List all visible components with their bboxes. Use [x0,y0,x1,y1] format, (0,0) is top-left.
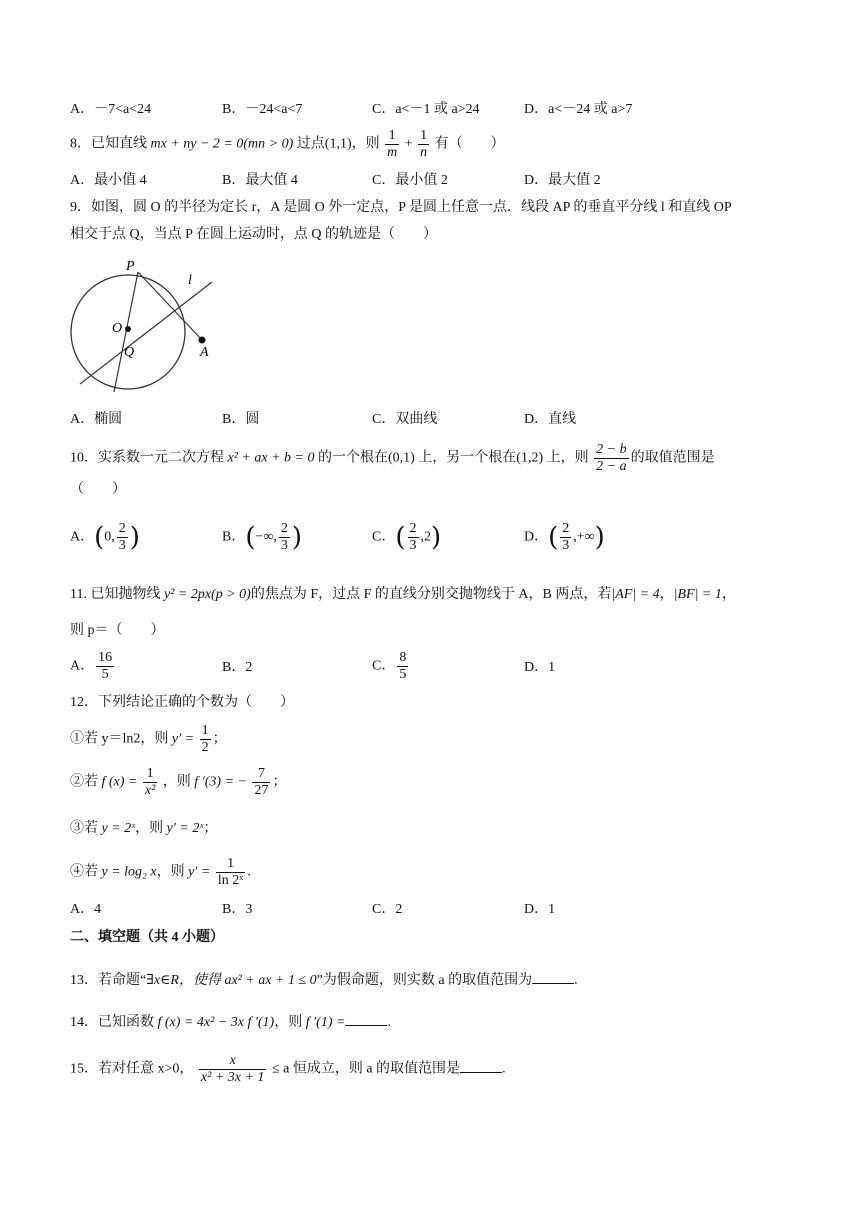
q7-option-d: D．a<－24 或 a>7 [524,102,633,117]
bisector-l [80,282,212,384]
segment-ap [138,272,202,340]
point-a [199,337,206,344]
q12-option-d: D．1 [524,902,556,917]
answer-blank [345,1011,387,1026]
question-12: 12．下列结论正确的个数为（ ） [70,695,294,710]
question-13: 13．若命题“∃x∈R，使得 ax² + ax + 1 ≤ 0”为假命题，则实数 a 的取值范围为 . [70,969,578,990]
q7-option-c: C．a<－1 或 a>24 [372,102,480,117]
answer-blank [460,1058,502,1073]
question-9-line1: 9．如图，圆 O 的半径为定长 r，A 是圆 O 外一定点，P 是圆上任意一点．线段 AP 的垂直平分线 l 和直线 OP [70,200,732,215]
question-11-line2: 则 p＝（ ） [70,623,165,638]
q8-option-d: D．最大值 2 [524,173,601,188]
q12-statement-1: ①若 y＝ln2，则 y′ = $\frac{1}{2}$ ； [70,723,227,755]
label-p: P [126,259,135,274]
circle-figure [64,254,224,404]
question-14: 14．已知函数 f (x) = 4x² − 3x f ′(1)，则 f ′(1) = . [70,1011,391,1032]
q9-option-a: A．椭圆 [70,412,123,427]
label-q: Q [124,345,135,360]
answer-blank [532,969,574,984]
q10-option-d: D．( $\frac{2}{3}$ ,+∞) [524,521,605,553]
question-15: 15．若对任意 x>0， $\frac{x}{\text{x² + 3x + 1}}$ ≤ a 恒成立，则 a 的取值范围是 . [70,1053,506,1085]
label-o: O [112,321,123,336]
section-2-heading: 二、填空题（共 4 小题） [70,930,224,945]
q8-option-a: A．最小值 4 [70,173,147,188]
q11-option-b: B．2 [222,660,253,675]
q11-option-a: A． $\frac{16}{5}$ [70,650,113,682]
q10-option-a: A．(0, $\frac{2}{3}$ ) [70,521,140,553]
q12-statement-2: ②若 f (x) = $\frac{1}{\text{x²}}$ ，则 f ′(3) = − $\frac{7}{27}$ ； [70,766,287,798]
q9-option-b: B．圆 [222,412,260,427]
label-l: l [188,273,192,288]
q11-option-d: D．1 [524,660,556,675]
q9-option-d: D．直线 [524,412,577,427]
label-a: A [200,345,209,360]
q10-option-c: C．( $\frac{2}{3}$ ,2) [372,521,442,553]
q11-option-c: C． $\frac{8}{5}$ [372,650,407,682]
q12-statement-4: ④若 y = log₂ x，则 y′ = $\frac{1}{\text{ln 2ˣ}}$ . [70,856,251,888]
point-o [125,326,131,332]
question-10-line2: （ ） [70,482,126,497]
q12-statement-3: ③若 y = 2ˣ，则 y′ = 2ˣ； [70,821,218,836]
q9-option-c: C．双曲线 [372,412,438,427]
question-10: 10．实系数一元二次方程 x² + ax + b = 0 的一个根在(0,1) 上，另一个根在(1,2) 上，则 $\frac{2 - b}{2 - a}$ 的取值范围是 [70,442,715,474]
q12-option-a: A．4 [70,902,102,917]
question-9-line2: 相交于点 Q，当点 P 在圆上运动时，点 Q 的轨迹是（ ） [70,227,437,242]
q8-option-b: B．最大值 4 [222,173,298,188]
q7-option-b: B．－24<a<7 [222,102,303,117]
q10-option-b: B．(−∞, $\frac{2}{3}$ ) [222,521,303,553]
q12-option-b: B．3 [222,902,253,917]
question-11: 11. 已知抛物线 y² = 2px(p > 0)的焦点为 F，过点 F 的直线分别交抛物线于 A，B 两点，若|AF| = 4，|BF| = 1， [70,587,736,602]
q12-option-c: C．2 [372,902,403,917]
question-8: 8．已知直线 mx + ny − 2 = 0(mn > 0) 过点(1,1)，则 $\frac{1}{m}$ + $\frac{1}{n}$ 有（ ） [70,128,505,160]
q8-option-c: C．最小值 2 [372,173,448,188]
q7-option-a: A．－7<a<24 [70,102,152,117]
